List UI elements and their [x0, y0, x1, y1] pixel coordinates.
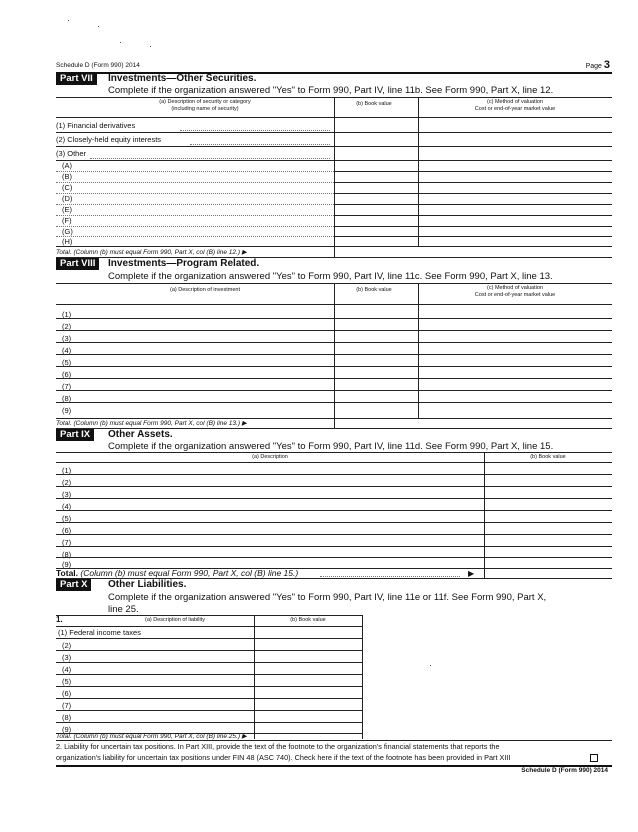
rule [56, 522, 612, 523]
part-viii-col-a-header: (a) Description of investment [170, 287, 240, 293]
scan-speck [430, 665, 431, 666]
uncertain-tax-note: 2. Liability for uncertain tax positions. In Part XIII, provide the text of the footnote to the organization's financial statements that reports the [56, 742, 500, 751]
rule [56, 650, 362, 651]
scan-speck [68, 20, 69, 21]
part-x-instruction-cont: line 25. [108, 604, 139, 615]
part-viii-row-label: (7) [62, 382, 72, 391]
part-viii-row-label: (9) [62, 406, 72, 415]
row-line [56, 236, 334, 237]
rule [56, 246, 612, 247]
rule [56, 486, 612, 487]
part-viii-row-label: (6) [62, 370, 72, 379]
part-vii-row-label: (H) [62, 237, 73, 246]
rule [56, 390, 612, 391]
part-vii-instruction: Complete if the organization answered "Yes" to Form 990, Part IV, line 11b. See Form 990, Part X, line 12. [108, 85, 554, 96]
part-ix-instruction: Complete if the organization answered "Yes" to Form 990, Part IV, line 11d. See Form 990, Part X, line 15. [108, 441, 554, 452]
rule [56, 378, 612, 379]
part-viii-row-label: (1) [62, 310, 72, 319]
part-vii-row-label: (F) [62, 216, 72, 225]
part-vii-row-label: (3) Other [56, 149, 87, 158]
rule [334, 193, 612, 194]
rule [56, 626, 362, 627]
scan-speck [98, 26, 99, 27]
part-ix-total [56, 568, 298, 578]
part-vii-col-a-header: (a) Description of security or category (including name of security) [159, 99, 251, 112]
part-x-title: Other Liabilities. [108, 579, 187, 590]
part-ix-row-label: (6) [62, 526, 72, 535]
rule [56, 498, 612, 499]
rule [56, 342, 612, 343]
part-ix-tag: Part IX [56, 429, 94, 441]
rule [56, 452, 612, 453]
part-ix-col-b-header: (b) Book value [530, 454, 566, 460]
column-divider [418, 283, 419, 418]
total-arrow-icon: ▶ [468, 569, 475, 578]
rule [56, 474, 612, 475]
part-ix-total-text: (Column (b) must equal Form 990, Part X, col (B) line 15.) [80, 568, 299, 578]
rule [56, 722, 362, 723]
column-divider [362, 615, 363, 739]
rule [56, 615, 362, 616]
part-x-row-label: (8) [62, 713, 72, 722]
part-vii-row-label: (B) [62, 172, 72, 181]
row-line [56, 171, 334, 172]
rule [56, 510, 612, 511]
rule [56, 366, 612, 367]
part-viii-row-label: (5) [62, 358, 72, 367]
part-x-row-label: (7) [62, 701, 72, 710]
part-viii-col-b-header: (b) Book value [356, 287, 392, 293]
footnote-provided-checkbox[interactable] [590, 754, 598, 762]
part-x-row-label: (4) [62, 665, 72, 674]
part-ix-row-label: (9) [62, 560, 72, 569]
part-ix-row-label: (1) [62, 466, 72, 475]
rule [56, 557, 612, 558]
rule [56, 698, 362, 699]
part-vii-row-label: (G) [62, 227, 73, 236]
scan-speck [120, 42, 121, 43]
rule [334, 215, 612, 216]
part-vii-row-label: (A) [62, 161, 72, 170]
part-x-total: Total. (Column (b) must equal Form 990, Part X, col (B) line 25.) ▶ [56, 733, 247, 740]
part-viii-total: Total. (Column (b) must equal Form 990, Part X, col (B) line 13.) ▶ [56, 420, 247, 427]
column-divider [334, 283, 335, 428]
part-vii-col-b-header: (b) Book value [356, 101, 392, 107]
part-vii-tag: Part VII [56, 73, 97, 85]
row-line [56, 182, 334, 183]
scan-speck [150, 46, 151, 47]
rule [56, 674, 362, 675]
part-x-row-label: (1) Federal income taxes [58, 628, 141, 637]
form-header-left: Schedule D (Form 990) 2014 [56, 62, 140, 69]
part-viii-tag: Part VIII [56, 258, 99, 270]
rule [56, 354, 612, 355]
part-ix-title: Other Assets. [108, 429, 173, 440]
part-ix-row-label: (7) [62, 538, 72, 547]
part-viii-instruction: Complete if the organization answered "Yes" to Form 990, Part IV, line 11c. See Form 990, Part X, line 13. [108, 271, 553, 282]
page-number [586, 59, 610, 71]
row-line [56, 204, 334, 205]
row-line [56, 193, 334, 194]
part-x-tag: Part X [56, 579, 91, 591]
part-vii-row-label: (E) [62, 205, 72, 214]
row-line [56, 215, 334, 216]
rule [56, 546, 612, 547]
part-vii-row-label: (2) Closely-held equity interests [56, 135, 162, 144]
leader-dots [320, 576, 460, 577]
part-x-instruction: Complete if the organization answered "Yes" to Form 990, Part IV, line 11e or 11f. See Form 990, Part X, [108, 592, 547, 603]
part-x-row-label: (3) [62, 653, 72, 662]
part-vii-total: Total. (Column (b) must equal Form 990, Part X, col (B) line 12.) ▶ [56, 249, 247, 256]
rule [56, 318, 612, 319]
rule [56, 662, 362, 663]
rule [334, 236, 612, 237]
rule [56, 160, 612, 161]
rule [56, 462, 612, 463]
part-vii-row-label: (C) [62, 183, 73, 192]
part-x-row-label: (6) [62, 689, 72, 698]
column-divider [484, 452, 485, 578]
page-number-value: 3 [603, 59, 610, 71]
leader-dots [90, 158, 330, 159]
page-label: Page [585, 63, 602, 70]
rule [334, 182, 612, 183]
part-ix-row-label: (5) [62, 514, 72, 523]
part-x-col-a-header: (a) Description of liability [145, 617, 205, 623]
part-ix-col-a-header: (a) Description [252, 454, 288, 460]
column-divider [254, 615, 255, 739]
rule [56, 710, 362, 711]
part-viii-row-label: (2) [62, 322, 72, 331]
form-footer-right: Schedule D (Form 990) 2014 [521, 767, 608, 774]
part-x-row-label: (9) [62, 725, 72, 734]
part-vii-row-label: (1) Financial derivatives [56, 121, 136, 130]
part-vii-title: Investments—Other Securities. [108, 73, 257, 84]
rule [56, 638, 362, 639]
part-vii-row-label: (D) [62, 194, 73, 203]
rule [56, 330, 612, 331]
row-line [56, 226, 334, 227]
part-x-col-b-header: (b) Book value [290, 617, 326, 623]
part-viii-col-c-header: (c) Method of valuation Cost or end-of-year market value [474, 285, 556, 298]
rule [56, 740, 612, 741]
rule [334, 171, 612, 172]
leader-dots [180, 130, 330, 131]
part-viii-row-label: (8) [62, 394, 72, 403]
rule [334, 204, 612, 205]
part-viii-row-label: (3) [62, 334, 72, 343]
part-ix-row-label: (2) [62, 478, 72, 487]
leader-dots [190, 144, 330, 145]
part-ix-row-label: (4) [62, 502, 72, 511]
part-viii-row-label: (4) [62, 346, 72, 355]
rule [56, 534, 612, 535]
part-x-row-label: (5) [62, 677, 72, 686]
part-x-line-number: 1. [56, 615, 63, 624]
part-x-row-label: (2) [62, 641, 72, 650]
rule [334, 226, 612, 227]
part-ix-row-label: (8) [62, 550, 72, 559]
part-ix-row-label: (3) [62, 490, 72, 499]
part-vii-col-c-header: (c) Method of valuation Cost or end-of-year market value [474, 99, 556, 112]
uncertain-tax-note-cont: organization's liability for uncertain tax positions under FIN 48 (ASC 740). Check here if the text of the footnote has been provided in Part XIII [56, 753, 511, 762]
rule [56, 402, 612, 403]
rule [56, 686, 362, 687]
part-ix-total-label: Total. [56, 568, 79, 578]
part-viii-title: Investments—Program Related. [108, 258, 260, 269]
column-divider [334, 97, 335, 257]
rule [56, 146, 612, 147]
rule [56, 132, 612, 133]
